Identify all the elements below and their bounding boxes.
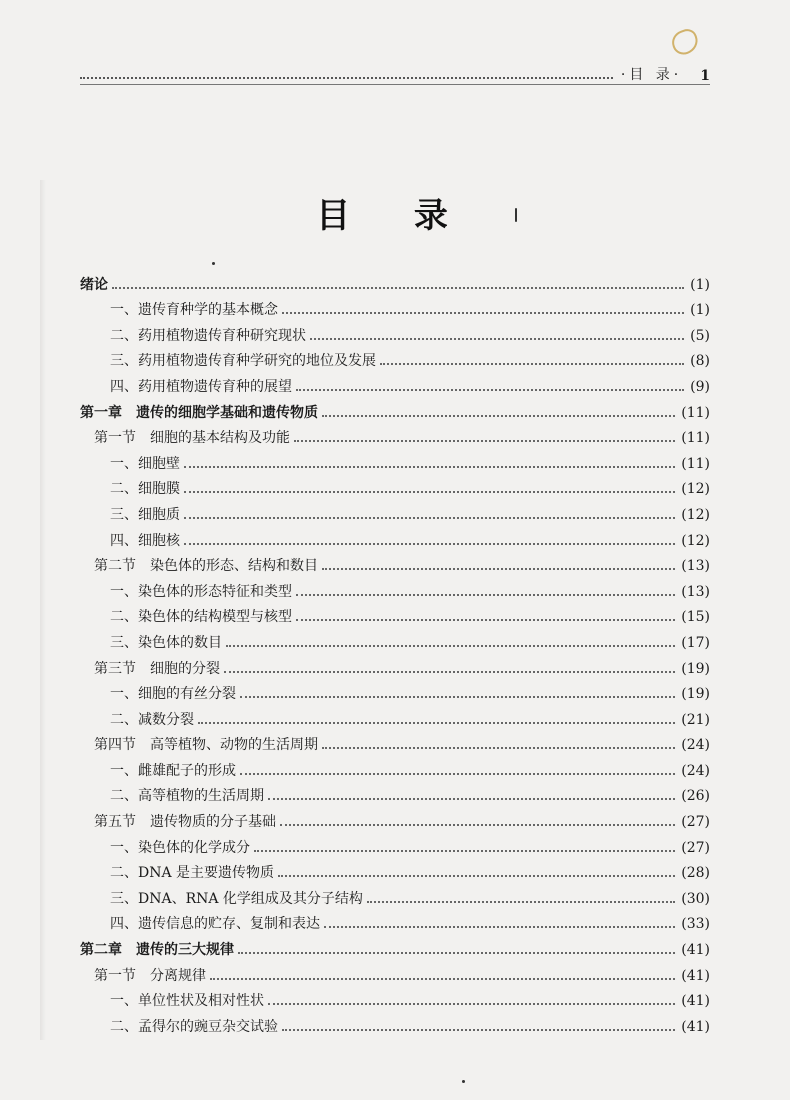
toc-chapter-row [80,268,710,294]
toc-page-number: (33) [681,916,710,933]
toc-page-number: (15) [681,609,710,626]
toc-entry-label: 第二章 遗传的三大规律 [80,942,234,959]
toc-section-row [80,959,710,985]
toc-entry-label: 第二节 染色体的形态、结构和数目 [94,558,318,575]
toc-leader-dots [254,850,675,852]
toc-item-row [80,294,710,320]
toc-entry-label: 三、DNA、RNA 化学组成及其分子结构 [110,890,363,907]
toc-page-number: (28) [681,865,710,882]
toc-item-row [80,473,710,499]
toc-page-number: (8) [690,353,710,370]
toc-entry-label: 第一节 分离规律 [94,967,206,984]
header-section: ·目 录· [620,67,683,83]
toc-section-row [80,729,710,755]
toc-entry-label: 四、遗传信息的贮存、复制和表达 [110,916,320,933]
header-page-number: 1 [700,68,710,84]
toc-item-row [80,908,710,934]
toc-leader-dots [322,415,675,417]
toc-entry-label: 第一节 细胞的基本结构及功能 [94,430,290,447]
toc-page-number: (9) [690,378,710,395]
toc-page-number: (5) [690,327,710,344]
toc-leader-dots [278,875,675,877]
toc-leader-dots [296,619,675,621]
toc-page-number: (11) [681,455,710,472]
toc-leader-dots [268,798,675,800]
toc-entry-label: 二、减数分裂 [110,711,194,728]
toc-leader-dots [296,389,684,391]
toc-leader-dots [296,594,675,596]
toc-leader-dots [268,1003,675,1005]
toc-entry-label: 四、药用植物遗传育种的展望 [110,378,292,395]
toc-section-row [80,422,710,448]
toc-page-number: (41) [681,993,710,1010]
toc-chapter-row [80,933,710,959]
toc-leader-dots [310,338,684,340]
toc-item-row [80,857,710,883]
toc-leader-dots [322,747,675,749]
toc-item-row [80,524,710,550]
speck [515,208,517,222]
toc-item-row [80,831,710,857]
toc-section-row [80,652,710,678]
toc-item-row [80,1010,710,1036]
toc-item-row [80,882,710,908]
toc-entry-label: 二、孟得尔的豌豆杂交试验 [110,1018,278,1035]
toc-page-number: (13) [681,583,710,600]
toc-page-number: (19) [681,660,710,677]
toc-page-number: (24) [681,737,710,754]
toc-page-number: (26) [681,788,710,805]
running-header [80,62,710,85]
speck [212,262,215,265]
page-gutter-shadow [40,180,46,1040]
paper-stain [669,26,702,57]
toc-item-row [80,780,710,806]
toc-leader-dots [324,926,675,928]
toc-section-row [80,550,710,576]
toc-item-row [80,703,710,729]
toc-page-number: (19) [681,686,710,703]
toc-entry-label: 一、遗传育种学的基本概念 [110,302,278,319]
toc-page-number: (24) [681,762,710,779]
toc-entry-label: 二、细胞膜 [110,481,180,498]
toc-page-number: (13) [681,558,710,575]
toc-page-number: (12) [681,506,710,523]
toc-page-number: (30) [681,890,710,907]
toc-leader-dots [224,671,675,673]
toc-entry-label: 三、染色体的数目 [110,634,222,651]
toc-leader-dots [294,440,675,442]
toc-item-row [80,754,710,780]
toc-item-row [80,447,710,473]
toc-item-row [80,678,710,704]
toc-leader-dots [226,645,675,647]
toc-leader-dots [184,543,675,545]
toc-entry-label: 二、药用植物遗传育种研究现状 [110,327,306,344]
toc-leader-dots [282,1029,675,1031]
toc-chapter-row [80,396,710,422]
toc-leader-dots [210,978,675,980]
toc-leader-dots [367,901,675,903]
toc-entry-label: 四、细胞核 [110,532,180,549]
toc-item-row [80,575,710,601]
toc-page-number: (17) [681,634,710,651]
toc-leader-dots [198,722,675,724]
toc-entry-label: 第一章 遗传的细胞学基础和遗传物质 [80,404,318,421]
toc-entry-label: 三、药用植物遗传育种学研究的地位及发展 [110,353,376,370]
toc-leader-dots [240,696,675,698]
toc-entry-label: 第三节 细胞的分裂 [94,660,220,677]
page-title: 目 录 [316,196,474,236]
toc-page-number: (41) [681,1018,710,1035]
toc-item-row [80,370,710,396]
toc-leader-dots [184,466,675,468]
toc-leader-dots [380,363,684,365]
toc-page-number: (11) [681,404,710,421]
toc-entry-label: 一、细胞壁 [110,455,180,472]
toc-entry-label: 绪论 [80,276,108,293]
toc-page-number: (1) [690,302,710,319]
toc-item-row [80,601,710,627]
toc-leader-dots [112,287,684,289]
toc-page-number: (12) [681,481,710,498]
toc-item-row [80,626,710,652]
toc-page-number: (41) [681,942,710,959]
toc-entry-label: 二、高等植物的生活周期 [110,788,264,805]
toc-page-number: (27) [681,814,710,831]
toc-page-number: (21) [681,711,710,728]
speck [462,1080,465,1083]
toc-item-row [80,345,710,371]
toc-entry-label: 一、细胞的有丝分裂 [110,686,236,703]
header-leader [80,77,613,79]
toc-entry-label: 二、染色体的结构模型与核型 [110,609,292,626]
toc-leader-dots [184,491,675,493]
toc-item-row [80,498,710,524]
toc-leader-dots [240,773,675,775]
toc-item-row [80,985,710,1011]
toc-page-number: (41) [681,967,710,984]
toc-section-row [80,805,710,831]
toc-page-number: (27) [681,839,710,856]
toc-entry-label: 一、染色体的形态特征和类型 [110,583,292,600]
toc-entry-label: 二、DNA 是主要遗传物质 [110,865,275,882]
toc-entry-label: 一、单位性状及相对性状 [110,993,264,1010]
toc-entry-label: 一、雌雄配子的形成 [110,762,236,779]
toc-leader-dots [282,312,684,314]
toc-entry-label: 一、染色体的化学成分 [110,839,250,856]
toc-entry-label: 三、细胞质 [110,506,180,523]
toc-entry-label: 第四节 高等植物、动物的生活周期 [94,737,318,754]
toc-leader-dots [238,952,675,954]
toc-page-number: (1) [690,276,710,293]
toc-leader-dots [280,824,675,826]
toc-item-row [80,319,710,345]
table-of-contents [80,268,710,1036]
toc-entry-label: 第五节 遗传物质的分子基础 [94,814,276,831]
toc-page-number: (12) [681,532,710,549]
toc-leader-dots [184,517,675,519]
toc-page-number: (11) [681,430,710,447]
toc-leader-dots [322,568,675,570]
